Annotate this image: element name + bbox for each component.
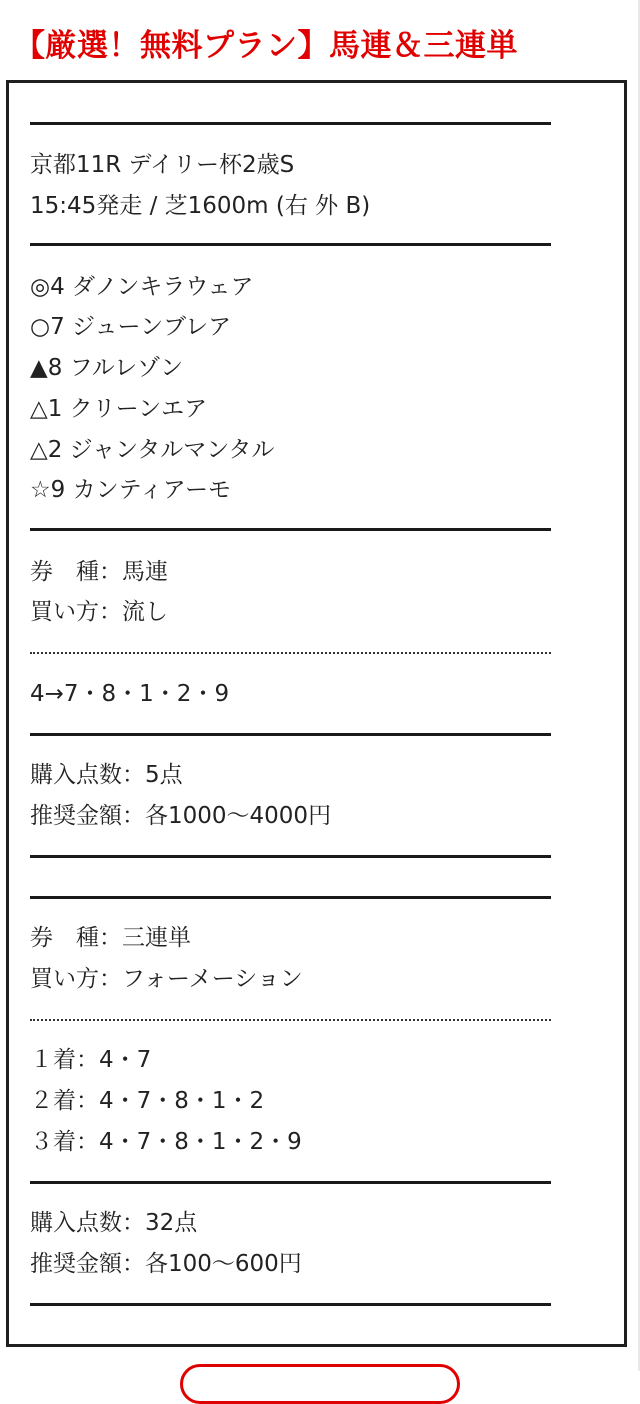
bet1-amount: 推奨金額：各1000〜4000円 <box>30 803 332 829</box>
bet2-method: 買い方：フォーメーション <box>30 966 303 992</box>
bet1-points: 購入点数：5点 <box>30 762 183 788</box>
bet2-amount: 推奨金額：各100〜600円 <box>30 1251 302 1277</box>
separator-line <box>30 1181 551 1184</box>
separator-line <box>30 855 551 858</box>
separator-line <box>30 243 551 246</box>
bet1-method: 買い方：流し <box>30 599 168 625</box>
bet1-type: 券 種：馬連 <box>30 559 168 585</box>
separator-line <box>30 1303 551 1306</box>
partially-visible-button[interactable] <box>180 1364 460 1404</box>
bet2-type: 券 種：三連単 <box>30 925 191 951</box>
race-title: 京都11R デイリー杯2歳S <box>30 152 295 178</box>
dotted-divider <box>30 652 551 654</box>
bet1-combination: 4→7・8・1・2・9 <box>30 681 230 707</box>
separator-line <box>30 896 551 899</box>
horse-pick: △2 ジャンタルマンタル <box>30 437 275 463</box>
horse-pick: ☆9 カンティアーモ <box>30 477 232 503</box>
horse-pick: ◎4 ダノンキラウェア <box>30 274 254 300</box>
separator-line <box>30 733 551 736</box>
separator-line <box>30 122 551 125</box>
horse-pick: ○7 ジューンブレア <box>30 314 232 340</box>
race-info: 15:45発走 / 芝1600m (右 外 B) <box>30 193 371 219</box>
dotted-divider <box>30 1019 551 1021</box>
bet2-points: 購入点数：32点 <box>30 1210 198 1236</box>
bet2-first-place: １着：4・7 <box>30 1047 152 1073</box>
plan-heading: 【厳選！無料プラン】馬連＆三連単 <box>14 28 518 64</box>
separator-line <box>30 528 551 531</box>
horse-pick: ▲8 フルレゾン <box>30 355 184 381</box>
horse-pick: △1 クリーンエア <box>30 396 208 422</box>
bet2-third-place: ３着：4・7・8・1・2・9 <box>30 1129 302 1155</box>
bet2-second-place: ２着：4・7・8・1・2 <box>30 1088 265 1114</box>
